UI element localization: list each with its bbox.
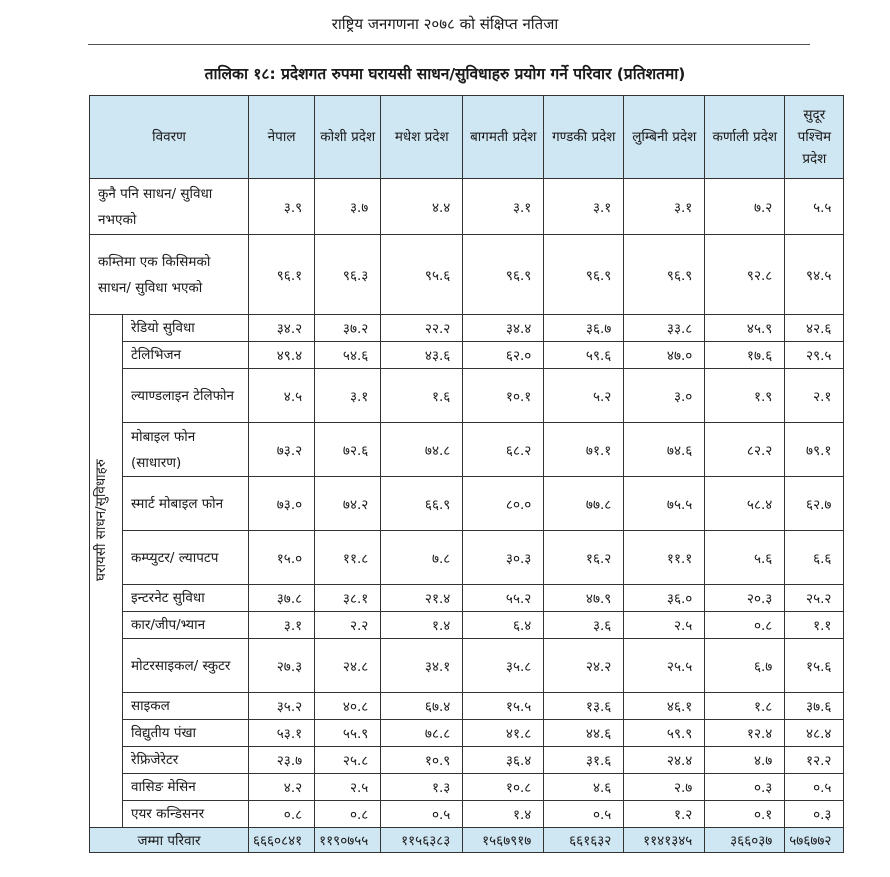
cell-value: ३४.४	[463, 315, 544, 342]
table-row	[90, 585, 844, 612]
cell-value: ९६.९	[544, 235, 624, 315]
cell-value: ४६.१	[624, 693, 705, 720]
row-label: रेफ्रिजेरेटर	[123, 747, 249, 774]
row-label: कुनै पनि साधन/ सुविधा नभएको	[90, 179, 249, 235]
cell-value: ३६.०	[624, 585, 705, 612]
cell-value: २.२	[315, 612, 381, 639]
cell-value: १.१	[785, 612, 844, 639]
cell-value: २४.८	[315, 639, 381, 693]
row-label: मोटरसाइकल/ स्कुटर	[123, 639, 249, 693]
cell-value: ७८.८	[381, 720, 463, 747]
cell-value: ७९.१	[785, 423, 844, 477]
cell-value: ३८.१	[315, 585, 381, 612]
cell-value: ९६.१	[249, 235, 315, 315]
cell-value: ८०.०	[463, 477, 544, 531]
cell-value: ४.५	[249, 369, 315, 423]
cell-value: ५९.६	[544, 342, 624, 369]
cell-value: २२.२	[381, 315, 463, 342]
col-header-madhesh: मधेश प्रदेश	[381, 96, 463, 179]
cell-value: ४७.०	[624, 342, 705, 369]
cell-value: ७४.८	[381, 423, 463, 477]
total-value: ११४१३४५	[624, 828, 705, 853]
cell-value: ०.८	[315, 801, 381, 828]
cell-value: ५८.४	[705, 477, 785, 531]
cell-value: ६.७	[705, 639, 785, 693]
cell-value: ३७.२	[315, 315, 381, 342]
cell-value: २.५	[624, 612, 705, 639]
col-header-description: विवरण	[90, 96, 249, 179]
table-row	[90, 612, 844, 639]
cell-value: ७७.८	[544, 477, 624, 531]
cell-value: ६२.७	[785, 477, 844, 531]
cell-value: ३७.६	[785, 693, 844, 720]
col-header-gandaki: गण्डकी प्रदेश	[544, 96, 624, 179]
cell-value: ३५.८	[463, 639, 544, 693]
row-label: साइकल	[123, 693, 249, 720]
cell-value: ७.२	[705, 179, 785, 235]
cell-value: १७.६	[705, 342, 785, 369]
table-row	[90, 693, 844, 720]
cell-value: ४२.६	[785, 315, 844, 342]
cell-value: १५.५	[463, 693, 544, 720]
row-label: रेडियो सुविधा	[123, 315, 249, 342]
page-header: राष्ट्रिय जनगणना २०७८ को संक्षिप्त नतिजा	[331, 15, 559, 33]
total-value: १५६७९१७	[463, 828, 544, 853]
cell-value: ४.७	[705, 747, 785, 774]
cell-value: ०.१	[705, 801, 785, 828]
cell-value: १.८	[705, 693, 785, 720]
cell-value: ९६.९	[463, 235, 544, 315]
cell-value: २.७	[624, 774, 705, 801]
cell-value: ११.८	[315, 531, 381, 585]
total-value: ३६६०३७	[705, 828, 785, 853]
cell-value: ०.३	[705, 774, 785, 801]
table-row	[90, 477, 844, 531]
total-value: ११९०७५५	[315, 828, 381, 853]
cell-value: ३.६	[544, 612, 624, 639]
col-header-koshi: कोशी प्रदेश	[315, 96, 381, 179]
total-value: ६६६०८४१	[249, 828, 315, 853]
table-row	[90, 179, 844, 235]
cell-value: ४५.९	[705, 315, 785, 342]
cell-value: ९४.५	[785, 235, 844, 315]
cell-value: १३.६	[544, 693, 624, 720]
cell-value: १.४	[463, 801, 544, 828]
cell-value: १.९	[705, 369, 785, 423]
cell-value: ५.२	[544, 369, 624, 423]
total-label: जम्मा परिवार	[90, 828, 249, 853]
cell-value: ३४.२	[249, 315, 315, 342]
row-label: इन्टरनेट सुविधा	[123, 585, 249, 612]
cell-value: १०.१	[463, 369, 544, 423]
cell-value: ०.३	[785, 801, 844, 828]
table-row	[90, 639, 844, 693]
cell-value: १.२	[624, 801, 705, 828]
total-row	[90, 828, 844, 853]
cell-value: ७३.०	[249, 477, 315, 531]
cell-value: ०.८	[705, 612, 785, 639]
cell-value: २७.३	[249, 639, 315, 693]
row-label: एयर कन्डिसनर	[123, 801, 249, 828]
cell-value: ०.५	[544, 801, 624, 828]
cell-value: २.१	[785, 369, 844, 423]
header-rule	[88, 44, 810, 45]
cell-value: ३.७	[315, 179, 381, 235]
cell-value: २५.८	[315, 747, 381, 774]
cell-value: ६७.४	[381, 693, 463, 720]
cell-value: ११.१	[624, 531, 705, 585]
cell-value: ३.१	[315, 369, 381, 423]
cell-value: ३.१	[624, 179, 705, 235]
cell-value: १६.२	[544, 531, 624, 585]
table-row	[90, 235, 844, 315]
group-label: घरायसी साधन/सुविधाहरु	[93, 459, 109, 581]
cell-value: ४८.४	[785, 720, 844, 747]
cell-value: ४९.४	[249, 342, 315, 369]
cell-value: १२.२	[785, 747, 844, 774]
cell-value: २.५	[315, 774, 381, 801]
table-row	[90, 423, 844, 477]
cell-value: ५४.६	[315, 342, 381, 369]
table-row	[90, 342, 844, 369]
row-label: कम्प्युटर/ ल्यापटप	[123, 531, 249, 585]
cell-value: ७१.१	[544, 423, 624, 477]
cell-value: ३.१	[463, 179, 544, 235]
cell-value: ७४.२	[315, 477, 381, 531]
row-label: ल्याण्डलाइन टेलिफोन	[123, 369, 249, 423]
cell-value: ३३.८	[624, 315, 705, 342]
cell-value: ०.८	[249, 801, 315, 828]
cell-value: ७५.५	[624, 477, 705, 531]
cell-value: ९२.८	[705, 235, 785, 315]
cell-value: ४.२	[249, 774, 315, 801]
row-label: कार/जीप/भ्यान	[123, 612, 249, 639]
cell-value: २३.७	[249, 747, 315, 774]
col-header-sudurpaschim: सुदूर पश्चिम प्रदेश	[785, 96, 844, 179]
cell-value: ४.४	[381, 179, 463, 235]
table-row	[90, 531, 844, 585]
cell-value: ५.५	[785, 179, 844, 235]
table-row	[90, 774, 844, 801]
cell-value: ४४.६	[544, 720, 624, 747]
cell-value: ९६.३	[315, 235, 381, 315]
cell-value: ३१.६	[544, 747, 624, 774]
cell-value: ४१.८	[463, 720, 544, 747]
cell-value: ४३.६	[381, 342, 463, 369]
cell-value: २४.४	[624, 747, 705, 774]
cell-value: ३०.३	[463, 531, 544, 585]
cell-value: ९५.६	[381, 235, 463, 315]
cell-value: ०.५	[381, 801, 463, 828]
row-label: विद्युतीय पंखा	[123, 720, 249, 747]
cell-value: ३५.२	[249, 693, 315, 720]
cell-value: ५५.२	[463, 585, 544, 612]
cell-value: १०.८	[463, 774, 544, 801]
cell-value: १.४	[381, 612, 463, 639]
cell-value: १२.४	[705, 720, 785, 747]
total-value: ६६१६३२	[544, 828, 624, 853]
col-header-bagmati: बागमती प्रदेश	[463, 96, 544, 179]
cell-value: २५.२	[785, 585, 844, 612]
total-value: ११५६३८३	[381, 828, 463, 853]
cell-value: ३.९	[249, 179, 315, 235]
cell-value: ६८.२	[463, 423, 544, 477]
cell-value: ४०.८	[315, 693, 381, 720]
cell-value: ८२.२	[705, 423, 785, 477]
cell-value: ७३.२	[249, 423, 315, 477]
cell-value: ३६.७	[544, 315, 624, 342]
col-header-karnali: कर्णाली प्रदेश	[705, 96, 785, 179]
cell-value: २१.४	[381, 585, 463, 612]
cell-value: ५५.९	[315, 720, 381, 747]
cell-value: १.६	[381, 369, 463, 423]
row-label: वासिङ मेसिन	[123, 774, 249, 801]
cell-value: ६२.०	[463, 342, 544, 369]
table-row	[90, 315, 844, 342]
cell-value: ७२.६	[315, 423, 381, 477]
cell-value: ९६.९	[624, 235, 705, 315]
cell-value: ६.६	[785, 531, 844, 585]
cell-value: २९.५	[785, 342, 844, 369]
row-label: मोबाइल फोन (साधारण)	[123, 423, 249, 477]
table-row	[90, 720, 844, 747]
cell-value: ७४.६	[624, 423, 705, 477]
cell-value: ३६.४	[463, 747, 544, 774]
cell-value: ३.१	[544, 179, 624, 235]
cell-value: ०.५	[785, 774, 844, 801]
cell-value: १.३	[381, 774, 463, 801]
cell-value: २०.३	[705, 585, 785, 612]
cell-value: ६.४	[463, 612, 544, 639]
cell-value: १५.६	[785, 639, 844, 693]
row-label: स्मार्ट मोबाइल फोन	[123, 477, 249, 531]
cell-value: ४७.९	[544, 585, 624, 612]
group-label-cell	[90, 315, 123, 828]
col-header-lumbini: लुम्बिनी प्रदेश	[624, 96, 705, 179]
cell-value: ५३.१	[249, 720, 315, 747]
col-header-nepal: नेपाल	[249, 96, 315, 179]
row-label: टेलिभिजन	[123, 342, 249, 369]
cell-value: ४.६	[544, 774, 624, 801]
cell-value: १५.०	[249, 531, 315, 585]
table-row	[90, 369, 844, 423]
cell-value: ३४.१	[381, 639, 463, 693]
cell-value: २५.५	[624, 639, 705, 693]
household-facilities-table	[89, 95, 844, 853]
total-value: ५७६७७२	[785, 828, 844, 853]
cell-value: ३७.८	[249, 585, 315, 612]
cell-value: ३.०	[624, 369, 705, 423]
cell-value: ५.६	[705, 531, 785, 585]
row-label: कम्तिमा एक किसिमको साधन/ सुविधा भएको	[90, 235, 249, 315]
cell-value: ३.१	[249, 612, 315, 639]
table-row	[90, 801, 844, 828]
cell-value: ५९.९	[624, 720, 705, 747]
cell-value: ७.८	[381, 531, 463, 585]
cell-value: ६६.९	[381, 477, 463, 531]
cell-value: १०.९	[381, 747, 463, 774]
table-caption: तालिका १८: प्रदेशगत रुपमा घरायसी साधन/सुविधाहरु प्रयोग गर्ने परिवार (प्रतिशतमा)	[204, 65, 686, 83]
cell-value: २४.२	[544, 639, 624, 693]
table-row	[90, 747, 844, 774]
